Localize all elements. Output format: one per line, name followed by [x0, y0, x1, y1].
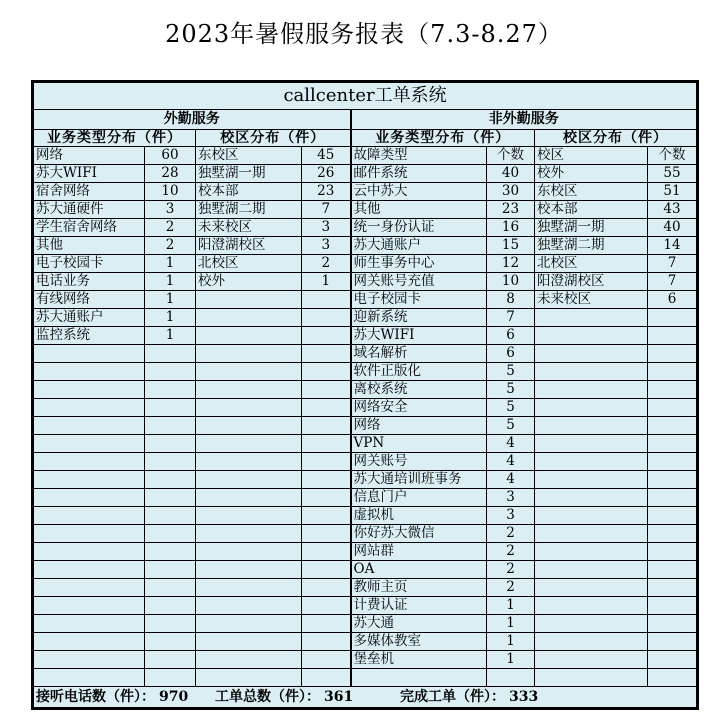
nonfield-business-count: 2 — [487, 579, 535, 597]
empty-cell — [648, 597, 698, 615]
nonfield-business-name: 其他 — [351, 201, 487, 219]
summary-cell — [33, 687, 698, 709]
nonfield-business-count: 1 — [487, 633, 535, 651]
empty-cell — [487, 669, 535, 687]
field-business-count: 3 — [145, 201, 196, 219]
empty-cell — [145, 417, 196, 435]
table-row — [33, 201, 698, 219]
empty-cell — [648, 615, 698, 633]
table-row — [33, 615, 698, 633]
field-campus-count: 23 — [302, 183, 351, 201]
empty-cell — [145, 525, 196, 543]
empty-cell — [196, 363, 302, 381]
empty-cell — [535, 435, 648, 453]
empty-cell — [196, 543, 302, 561]
nonfield-business-name: 网关账号充值 — [351, 273, 487, 291]
empty-cell — [145, 471, 196, 489]
table-row — [33, 165, 698, 183]
table-row — [33, 399, 698, 417]
field-campus-count: 2 — [302, 255, 351, 273]
calls-value: 970 — [159, 689, 189, 705]
empty-cell — [33, 417, 145, 435]
nonfield-business-count: 2 — [487, 561, 535, 579]
empty-cell — [648, 579, 698, 597]
empty-cell — [33, 435, 145, 453]
field-campus-count: 7 — [302, 201, 351, 219]
nonfield-business-name: 多媒体教室 — [351, 633, 487, 651]
table-row — [33, 453, 698, 471]
empty-cell — [145, 507, 196, 525]
nonfield-business-name: 堡垒机 — [351, 651, 487, 669]
nonfield-business-count: 6 — [487, 345, 535, 363]
nonfield-business-count: 5 — [487, 399, 535, 417]
empty-cell — [302, 579, 351, 597]
empty-cell — [145, 381, 196, 399]
nonfield-campus-count: 51 — [648, 183, 698, 201]
nonfield-business-count: 1 — [487, 597, 535, 615]
nonfield-campus-header: 校区分布（件） — [535, 130, 698, 147]
empty-cell — [302, 291, 351, 309]
field-business-count: 10 — [145, 183, 196, 201]
field-business-header: 业务类型分布（件） — [33, 130, 196, 147]
empty-cell — [535, 363, 648, 381]
empty-cell — [33, 633, 145, 651]
table-row — [33, 543, 698, 561]
nonfield-business-count: 6 — [487, 327, 535, 345]
empty-cell — [535, 561, 648, 579]
nonfield-business-name: 苏大通账户 — [351, 237, 487, 255]
nonfield-business-count: 12 — [487, 255, 535, 273]
nonfield-business-count: 4 — [487, 453, 535, 471]
empty-cell — [33, 669, 145, 687]
empty-cell — [535, 399, 648, 417]
nonfield-campus-name: 校本部 — [535, 201, 648, 219]
empty-cell — [33, 597, 145, 615]
empty-cell — [196, 507, 302, 525]
empty-cell — [648, 525, 698, 543]
nonfield-business-count: 4 — [487, 435, 535, 453]
empty-cell — [648, 453, 698, 471]
empty-cell — [648, 309, 698, 327]
empty-cell — [145, 669, 196, 687]
nonfield-campus-name: 阳澄湖校区 — [535, 273, 648, 291]
nonfield-business-name: 电子校园卡 — [351, 291, 487, 309]
table-row — [33, 381, 698, 399]
system-name: callcenter工单系统 — [33, 82, 698, 110]
field-business-name: 苏大WIFI — [33, 165, 145, 183]
empty-cell — [648, 669, 698, 687]
field-campus-name: 北校区 — [196, 255, 302, 273]
tickets-label: 工单总数（件）： — [215, 689, 320, 705]
nonfield-campus-name: 独墅湖一期 — [535, 219, 648, 237]
empty-cell — [196, 417, 302, 435]
empty-cell — [196, 579, 302, 597]
empty-cell — [196, 561, 302, 579]
field-campus-name: 独墅湖二期 — [196, 201, 302, 219]
empty-cell — [196, 669, 302, 687]
nonfield-campus-count: 40 — [648, 219, 698, 237]
field-business-name: 苏大通账户 — [33, 309, 145, 327]
summary-row — [33, 687, 698, 709]
nonfield-business-name: 苏大WIFI — [351, 327, 487, 345]
empty-cell — [145, 453, 196, 471]
empty-cell — [196, 435, 302, 453]
empty-cell — [196, 633, 302, 651]
empty-cell — [302, 399, 351, 417]
empty-cell — [145, 633, 196, 651]
empty-cell — [535, 651, 648, 669]
field-business-count: 2 — [145, 237, 196, 255]
nonfield-campus-count: 6 — [648, 291, 698, 309]
nonfield-business-name: 网络安全 — [351, 399, 487, 417]
empty-cell — [196, 615, 302, 633]
table-row — [33, 669, 698, 687]
field-business-count: 1 — [145, 327, 196, 345]
empty-cell — [302, 471, 351, 489]
empty-cell — [648, 399, 698, 417]
field-campus-count: 3 — [302, 219, 351, 237]
empty-cell — [535, 507, 648, 525]
empty-cell — [535, 417, 648, 435]
nonfield-business-name: 师生事务中心 — [351, 255, 487, 273]
field-campus-count: 45 — [302, 147, 351, 165]
empty-cell — [535, 453, 648, 471]
empty-cell — [302, 561, 351, 579]
table-row — [33, 345, 698, 363]
empty-cell — [535, 471, 648, 489]
empty-cell — [535, 525, 648, 543]
empty-cell — [535, 381, 648, 399]
nonfield-business-name: 网关账号 — [351, 453, 487, 471]
table-row — [33, 237, 698, 255]
nonfield-business-name: 信息门户 — [351, 489, 487, 507]
empty-cell — [196, 471, 302, 489]
table-row — [33, 183, 698, 201]
empty-cell — [196, 291, 302, 309]
empty-cell — [33, 471, 145, 489]
field-business-count: 28 — [145, 165, 196, 183]
empty-cell — [145, 651, 196, 669]
field-campus-name: 阳澄湖校区 — [196, 237, 302, 255]
done-value: 333 — [509, 689, 539, 705]
field-business-name: 苏大通硬件 — [33, 201, 145, 219]
empty-cell — [648, 651, 698, 669]
empty-cell — [648, 381, 698, 399]
field-campus-name: 校外 — [196, 273, 302, 291]
empty-cell — [648, 507, 698, 525]
empty-cell — [648, 471, 698, 489]
nonfield-business-name: 软件正版化 — [351, 363, 487, 381]
nonfield-business-count: 8 — [487, 291, 535, 309]
empty-cell — [535, 633, 648, 651]
field-business-name: 电子校园卡 — [33, 255, 145, 273]
table-row — [33, 435, 698, 453]
nonfield-business-count: 1 — [487, 615, 535, 633]
empty-cell — [33, 399, 145, 417]
empty-cell — [302, 525, 351, 543]
nonfield-business-col-name: 故障类型 — [351, 147, 487, 165]
table-row — [33, 507, 698, 525]
nonfield-business-count: 5 — [487, 381, 535, 399]
field-business-name: 电话业务 — [33, 273, 145, 291]
empty-cell — [33, 615, 145, 633]
table-row — [33, 327, 698, 345]
empty-cell — [648, 327, 698, 345]
field-business-count: 60 — [145, 147, 196, 165]
calls-label: 接听电话数（件）： — [36, 689, 155, 705]
empty-cell — [33, 579, 145, 597]
empty-cell — [648, 345, 698, 363]
empty-cell — [302, 597, 351, 615]
nonfield-business-name: 迎新系统 — [351, 309, 487, 327]
empty-cell — [196, 399, 302, 417]
empty-cell — [33, 507, 145, 525]
table-row — [33, 471, 698, 489]
nonfield-business-name: 邮件系统 — [351, 165, 487, 183]
table-row — [33, 291, 698, 309]
nonfield-campus-count: 7 — [648, 273, 698, 291]
field-business-count: 1 — [145, 291, 196, 309]
table-row — [33, 417, 698, 435]
nonfield-business-count: 15 — [487, 237, 535, 255]
nonfield-business-name: OA — [351, 561, 487, 579]
empty-cell — [648, 363, 698, 381]
empty-cell — [535, 597, 648, 615]
field-business-count: 2 — [145, 219, 196, 237]
empty-cell — [145, 543, 196, 561]
nonfield-campus-count: 7 — [648, 255, 698, 273]
nonfield-campus-name: 校外 — [535, 165, 648, 183]
nonfield-business-name: 网络 — [351, 417, 487, 435]
empty-cell — [302, 633, 351, 651]
empty-cell — [196, 309, 302, 327]
table-row — [33, 309, 698, 327]
report-title: 2023年暑假服务报表（7.3-8.27） — [165, 20, 563, 48]
field-campus-name: 校本部 — [196, 183, 302, 201]
empty-cell — [33, 651, 145, 669]
field-campus-name: 独墅湖一期 — [196, 165, 302, 183]
nonfield-business-header: 业务类型分布（件） — [351, 130, 535, 147]
empty-cell — [535, 579, 648, 597]
empty-cell — [648, 633, 698, 651]
done-label: 完成工单（件）： — [400, 689, 505, 705]
field-campus-name: 未来校区 — [196, 219, 302, 237]
nonfield-business-name: 苏大通培训班事务 — [351, 471, 487, 489]
empty-cell — [302, 417, 351, 435]
empty-cell — [145, 561, 196, 579]
field-service-label: 外勤服务 — [33, 110, 351, 130]
field-business-name: 宿舍网络 — [33, 183, 145, 201]
field-campus-count: 1 — [302, 273, 351, 291]
table-row — [33, 651, 698, 669]
nonfield-business-name: 云中苏大 — [351, 183, 487, 201]
empty-cell — [33, 561, 145, 579]
empty-cell — [535, 327, 648, 345]
nonfield-business-count: 23 — [487, 201, 535, 219]
empty-cell — [302, 453, 351, 471]
table-row — [33, 363, 698, 381]
nonfield-business-count: 2 — [487, 525, 535, 543]
table-row — [33, 525, 698, 543]
empty-cell — [535, 615, 648, 633]
tickets-value: 361 — [324, 689, 354, 705]
nonfield-business-count: 5 — [487, 417, 535, 435]
empty-cell — [302, 507, 351, 525]
empty-cell — [196, 597, 302, 615]
nonfield-campus-count: 14 — [648, 237, 698, 255]
empty-cell — [535, 309, 648, 327]
nonfield-campus-name: 未来校区 — [535, 291, 648, 309]
empty-cell — [33, 453, 145, 471]
empty-cell — [33, 543, 145, 561]
nonfield-business-name: 计费认证 — [351, 597, 487, 615]
nonfield-campus-name: 北校区 — [535, 255, 648, 273]
field-business-name: 其他 — [33, 237, 145, 255]
field-campus-name: 东校区 — [196, 147, 302, 165]
empty-cell — [145, 597, 196, 615]
nonfield-business-count: 16 — [487, 219, 535, 237]
empty-cell — [33, 345, 145, 363]
nonfield-campus-col-name: 校区 — [535, 147, 648, 165]
nonfield-campus-name: 东校区 — [535, 183, 648, 201]
nonfield-business-name: 教师主页 — [351, 579, 487, 597]
empty-cell — [535, 543, 648, 561]
nonfield-campus-count: 43 — [648, 201, 698, 219]
empty-cell — [302, 327, 351, 345]
empty-cell — [302, 615, 351, 633]
field-business-name: 网络 — [33, 147, 145, 165]
empty-cell — [302, 309, 351, 327]
nonfield-business-name: 虚拟机 — [351, 507, 487, 525]
nonfield-business-name: 离校系统 — [351, 381, 487, 399]
table-row — [33, 633, 698, 651]
empty-cell — [145, 489, 196, 507]
table-row — [33, 579, 698, 597]
nonfield-business-name: 域名解析 — [351, 345, 487, 363]
field-business-count: 1 — [145, 255, 196, 273]
table-row — [33, 219, 698, 237]
empty-cell — [648, 417, 698, 435]
empty-cell — [33, 525, 145, 543]
nonfield-business-name: 苏大通 — [351, 615, 487, 633]
empty-cell — [535, 345, 648, 363]
empty-cell — [196, 453, 302, 471]
empty-cell — [302, 489, 351, 507]
report-table — [31, 80, 699, 710]
field-campus-header: 校区分布（件） — [196, 130, 351, 147]
nonfield-business-count: 5 — [487, 363, 535, 381]
table-row — [33, 489, 698, 507]
nonfield-business-name: 你好苏大微信 — [351, 525, 487, 543]
empty-cell — [145, 363, 196, 381]
nonfield-business-count: 30 — [487, 183, 535, 201]
empty-cell — [302, 435, 351, 453]
field-business-name: 学生宿舍网络 — [33, 219, 145, 237]
nonfield-business-count: 4 — [487, 471, 535, 489]
nonfield-business-count: 3 — [487, 507, 535, 525]
nonfield-business-count: 10 — [487, 273, 535, 291]
field-campus-count: 3 — [302, 237, 351, 255]
table-row — [33, 273, 698, 291]
empty-cell — [648, 435, 698, 453]
empty-cell — [33, 381, 145, 399]
nonfield-business-count: 1 — [487, 651, 535, 669]
empty-cell — [196, 327, 302, 345]
empty-cell — [145, 345, 196, 363]
empty-cell — [145, 435, 196, 453]
empty-cell — [648, 561, 698, 579]
empty-cell — [648, 543, 698, 561]
table-row — [33, 597, 698, 615]
empty-cell — [302, 669, 351, 687]
empty-cell — [302, 363, 351, 381]
field-business-name: 有线网络 — [33, 291, 145, 309]
field-business-count: 1 — [145, 309, 196, 327]
empty-cell — [302, 381, 351, 399]
empty-cell — [302, 345, 351, 363]
empty-cell — [145, 579, 196, 597]
empty-cell — [535, 489, 648, 507]
empty-cell — [145, 615, 196, 633]
empty-cell — [33, 363, 145, 381]
field-campus-count: 26 — [302, 165, 351, 183]
nonfield-business-count: 3 — [487, 489, 535, 507]
field-business-name: 监控系统 — [33, 327, 145, 345]
empty-cell — [196, 651, 302, 669]
nonfield-business-count: 7 — [487, 309, 535, 327]
nonfield-business-count: 2 — [487, 543, 535, 561]
non-field-service-label: 非外勤服务 — [351, 110, 698, 130]
empty-cell — [196, 345, 302, 363]
empty-cell — [535, 669, 648, 687]
field-business-count: 1 — [145, 273, 196, 291]
empty-cell — [196, 489, 302, 507]
nonfield-business-count: 40 — [487, 165, 535, 183]
table-row — [33, 147, 698, 165]
empty-cell — [196, 381, 302, 399]
empty-cell — [302, 651, 351, 669]
nonfield-campus-col-count: 个数 — [648, 147, 698, 165]
empty-cell — [351, 669, 487, 687]
nonfield-campus-name: 独墅湖二期 — [535, 237, 648, 255]
nonfield-business-name: 网站群 — [351, 543, 487, 561]
nonfield-business-col-count: 个数 — [487, 147, 535, 165]
empty-cell — [145, 399, 196, 417]
table-row — [33, 255, 698, 273]
table-row — [33, 561, 698, 579]
empty-cell — [648, 489, 698, 507]
nonfield-business-name: 统一身份认证 — [351, 219, 487, 237]
nonfield-business-name: VPN — [351, 435, 487, 453]
nonfield-campus-count: 55 — [648, 165, 698, 183]
empty-cell — [196, 525, 302, 543]
empty-cell — [302, 543, 351, 561]
empty-cell — [33, 489, 145, 507]
